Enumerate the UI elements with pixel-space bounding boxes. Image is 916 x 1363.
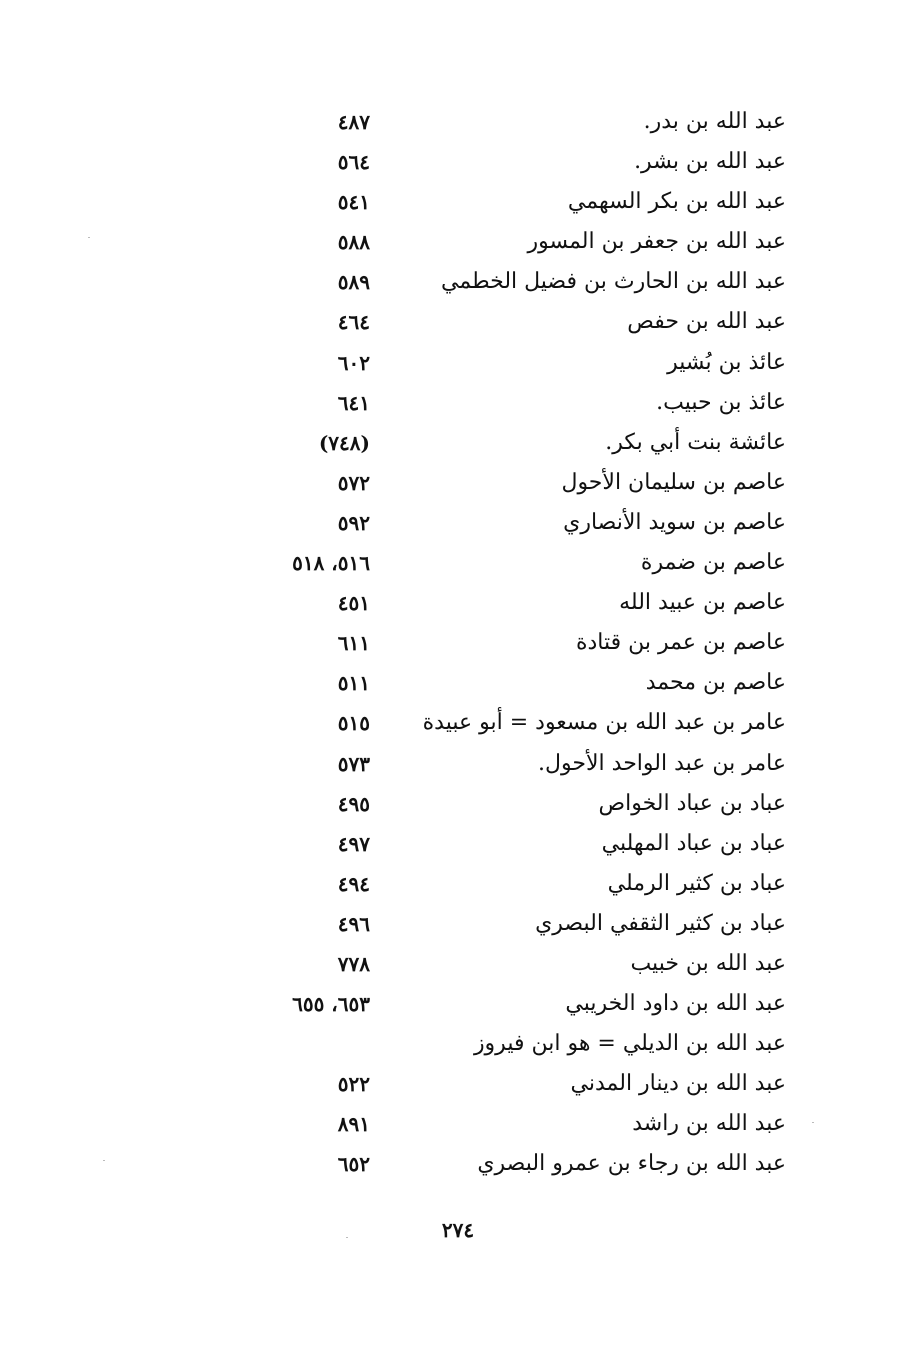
- entry-page-refs: ٨٩١: [337, 1112, 370, 1137]
- entry-name: عامر بن عبد الله بن مسعود = أبو عبيدة: [422, 710, 786, 736]
- entry-name: عامر بن عبد الواحد الأحول.: [538, 750, 786, 776]
- index-entry: [0, 784, 916, 824]
- entry-name: عبد الله بن الديلي = هو ابن فيروز: [473, 1031, 786, 1057]
- index-entry: [0, 744, 916, 784]
- index-entry: [0, 1104, 916, 1144]
- entry-name: عائذ بن بُشير: [667, 349, 786, 375]
- entry-page-refs: ٥٤١: [337, 190, 370, 215]
- entry-page-refs: ٥١٥: [337, 711, 370, 736]
- index-entry: [0, 824, 916, 864]
- entry-page-refs: ٥١٦، ٥١٨: [292, 551, 370, 576]
- entry-page-refs: ٥٧٢: [337, 470, 370, 495]
- index-entry-list: [0, 102, 916, 1185]
- index-entry: [0, 182, 916, 222]
- index-entry: [0, 904, 916, 944]
- index-entry: [0, 1024, 916, 1064]
- entry-page-refs: ٦٥٢: [337, 1152, 370, 1177]
- entry-page-refs: ٤٥١: [337, 591, 370, 616]
- entry-page-refs: ٥٢٢: [337, 1072, 370, 1097]
- entry-page-refs: ٥٩٢: [337, 510, 370, 535]
- index-entry: [0, 663, 916, 703]
- entry-name: عاصم بن سويد الأنصاري: [563, 509, 786, 535]
- entry-name: عاصم بن عبيد الله: [619, 590, 786, 616]
- entry-page-refs: ٥٨٩: [337, 270, 370, 295]
- index-entry: [0, 583, 916, 623]
- index-entry: [0, 984, 916, 1024]
- entry-name: عاصم بن سليمان الأحول: [561, 469, 786, 495]
- entry-page-refs: ٥١١: [337, 671, 370, 696]
- index-entry: [0, 623, 916, 663]
- index-entry: [0, 703, 916, 743]
- entry-page-refs: (٧٤٨): [318, 430, 370, 455]
- entry-page-refs: ٧٧٨: [337, 951, 370, 976]
- entry-page-refs: ٤٩٦: [337, 911, 370, 936]
- index-entry: [0, 503, 916, 543]
- entry-name: عبد الله بن الحارث بن فضيل الخطمي: [441, 269, 786, 295]
- scan-speck: [812, 1122, 814, 1123]
- index-entry: [0, 142, 916, 182]
- entry-name: عبد الله بن جعفر بن المسور: [527, 229, 786, 255]
- index-entry: [0, 864, 916, 904]
- entry-name: عباد بن عباد الخواص: [598, 790, 786, 816]
- scan-speck: [346, 1237, 348, 1238]
- entry-name: عاصم بن محمد: [645, 670, 786, 696]
- entry-page-refs: ٥٧٣: [337, 751, 370, 776]
- entry-name: عبد الله بن داود الخريبي: [565, 991, 786, 1017]
- entry-name: عائشة بنت أبي بكر.: [605, 429, 786, 455]
- entry-page-refs: ٦٥٣، ٦٥٥: [292, 992, 370, 1017]
- entry-name: عاصم بن عمر بن قتادة: [575, 630, 786, 656]
- entry-page-refs: ٤٩٧: [337, 831, 370, 856]
- page-number: ٢٧٤: [441, 1218, 475, 1242]
- index-entry: [0, 1064, 916, 1104]
- index-entry: [0, 423, 916, 463]
- entry-page-refs: ٤٨٧: [337, 110, 370, 134]
- index-entry: [0, 463, 916, 503]
- index-entry: [0, 262, 916, 302]
- index-entry: [0, 343, 916, 383]
- entry-page-refs: ٥٨٨: [337, 230, 370, 255]
- index-entry: [0, 543, 916, 583]
- index-entry: [0, 1144, 916, 1184]
- entry-page-refs: ٤٩٥: [337, 791, 370, 816]
- entry-name: عبد الله بن خبيب: [630, 950, 786, 976]
- entry-page-refs: ٦٠٢: [337, 350, 370, 375]
- entry-name: عبد الله بن حفص: [627, 309, 786, 335]
- entry-name: عبد الله بن بدر.: [643, 109, 786, 134]
- entry-name: عبد الله بن رجاء بن عمرو البصري: [477, 1151, 786, 1177]
- entry-name: عباد بن كثير الرملي: [607, 870, 786, 896]
- index-entry: [0, 102, 916, 142]
- entry-name: عباد بن عباد المهلبي: [601, 830, 786, 856]
- entry-page-refs: ٦١١: [337, 631, 370, 656]
- index-entry: [0, 302, 916, 342]
- index-entry: [0, 383, 916, 423]
- entry-page-refs: ٤٩٤: [337, 871, 370, 896]
- scan-speck: [88, 237, 90, 238]
- entry-name: عبد الله بن بكر السهمي: [567, 189, 786, 215]
- index-entry: [0, 222, 916, 262]
- entry-name: عاصم بن ضمرة: [640, 550, 786, 576]
- index-entry: [0, 944, 916, 984]
- entry-page-refs: ٦٤١: [337, 390, 370, 415]
- entry-page-refs: ٤٦٤: [337, 310, 370, 335]
- scan-speck: [103, 1160, 105, 1161]
- entry-name: عبد الله بن بشر.: [634, 149, 786, 175]
- entry-name: عائذ بن حبيب.: [656, 389, 786, 415]
- entry-name: عبد الله بن راشد: [632, 1111, 786, 1137]
- entry-name: عباد بن كثير الثقفي البصري: [535, 910, 786, 936]
- entry-name: عبد الله بن دينار المدني: [570, 1071, 786, 1097]
- entry-page-refs: ٥٦٤: [337, 150, 370, 175]
